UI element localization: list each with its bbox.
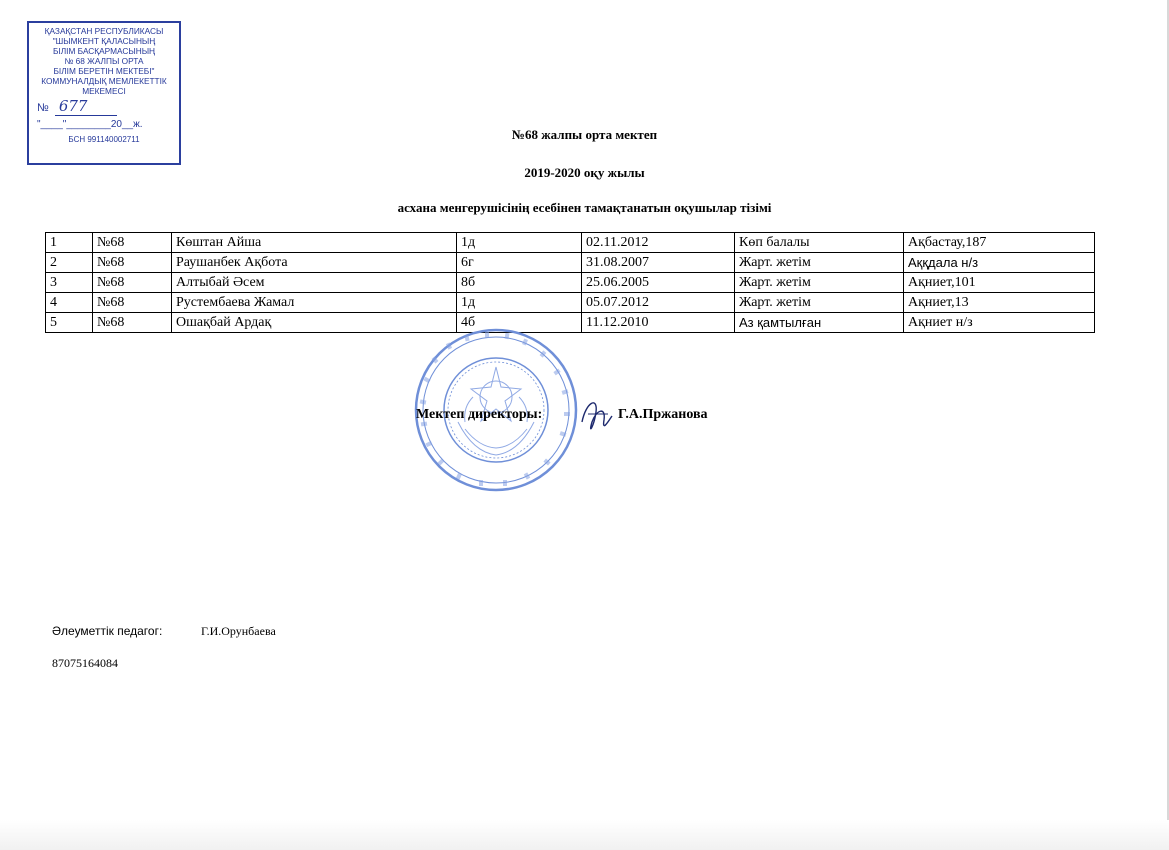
stamp-line: БІЛІМ БАСҚАРМАСЫНЫҢ xyxy=(52,46,156,56)
row-number-cell: 1 xyxy=(46,233,93,253)
address-cell: Ақбастау,187 xyxy=(904,233,1095,253)
birth-date-cell: 25.06.2005 xyxy=(582,273,735,293)
address-cell: Ақниет н/з xyxy=(904,313,1095,333)
row-number-cell: 2 xyxy=(46,253,93,273)
stamp-bsn: БСН 991140002711 xyxy=(68,135,140,144)
director-signature-icon xyxy=(578,392,614,440)
category-cell: Көп балалы xyxy=(735,233,904,253)
category-cell: Аз қамтылған xyxy=(735,313,904,333)
phone-number: 87075164084 xyxy=(52,656,118,670)
registration-stamp xyxy=(27,21,181,165)
stamp-line: БІЛІМ БЕРЕТІН МЕКТЕБІ" xyxy=(53,66,155,76)
stamp-line: "ШЫМКЕНТ ҚАЛАСЫНЫҢ xyxy=(52,36,156,46)
director-label: Мектеп директоры: xyxy=(416,407,543,422)
student-name-cell: Көштан Айша xyxy=(172,233,457,253)
category-cell: Жарт. жетім xyxy=(735,273,904,293)
school-cell: №68 xyxy=(93,273,172,293)
row-number-cell: 3 xyxy=(46,273,93,293)
table-row xyxy=(46,273,1095,293)
students-table xyxy=(45,232,1095,333)
school-cell: №68 xyxy=(93,313,172,333)
birth-date-cell: 05.07.2012 xyxy=(582,293,735,313)
social-pedagog-label: Әлеуметтік педагог: xyxy=(52,624,163,638)
birth-date-cell: 11.12.2010 xyxy=(582,313,735,333)
table-row xyxy=(46,253,1095,273)
class-cell: 8б xyxy=(457,273,582,293)
scan-shadow xyxy=(0,820,1169,850)
stamp-line: № 68 ЖАЛПЫ ОРТА xyxy=(64,56,144,66)
document-title: №68 жалпы орта мектеп xyxy=(511,127,658,142)
address-cell: Ақниет,13 xyxy=(904,293,1095,313)
stamp-number-value: 677 xyxy=(55,97,118,116)
stamp-line: ҚАЗАҚСТАН РЕСПУБЛИКАСЫ xyxy=(44,26,164,36)
birth-date-cell: 02.11.2012 xyxy=(582,233,735,253)
row-number-cell: 5 xyxy=(46,313,93,333)
stamp-date-line: "____"________20__ж. xyxy=(37,119,143,130)
student-name-cell: Раушанбек Ақбота xyxy=(172,253,457,273)
table-row xyxy=(46,293,1095,313)
stamp-number-line xyxy=(29,98,179,116)
student-name-cell: Алтыбай Әсем xyxy=(172,273,457,293)
class-cell: 1д xyxy=(457,233,582,253)
address-cell: Аққдала н/з xyxy=(904,253,1095,273)
school-cell: №68 xyxy=(93,233,172,253)
social-pedagog-name: Г.И.Орунбаева xyxy=(201,624,276,638)
row-number-cell: 4 xyxy=(46,293,93,313)
category-cell: Жарт. жетім xyxy=(735,293,904,313)
student-name-cell: Рустембаева Жамал xyxy=(172,293,457,313)
category-cell: Жарт. жетім xyxy=(735,253,904,273)
class-cell: 6г xyxy=(457,253,582,273)
academic-year: 2019-2020 оқу жылы xyxy=(524,165,645,180)
class-cell: 1д xyxy=(457,293,582,313)
student-name-cell: Ошақбай Ардақ xyxy=(172,313,457,333)
stamp-number-prefix: № xyxy=(37,102,49,114)
stamp-line: МЕКЕМЕСІ xyxy=(82,86,126,96)
director-name: Г.А.Пржанова xyxy=(618,407,708,422)
stamp-line: КОММУНАЛДЫҚ МЕМЛЕКЕТТІК xyxy=(41,76,167,86)
birth-date-cell: 31.08.2007 xyxy=(582,253,735,273)
school-cell: №68 xyxy=(93,253,172,273)
address-cell: Ақниет,101 xyxy=(904,273,1095,293)
school-cell: №68 xyxy=(93,293,172,313)
class-cell: 4б xyxy=(457,313,582,333)
document-subtitle: асхана менгерушісінің есебінен тамақтанатын оқушылар тізімі xyxy=(397,200,772,215)
table-row xyxy=(46,233,1095,253)
